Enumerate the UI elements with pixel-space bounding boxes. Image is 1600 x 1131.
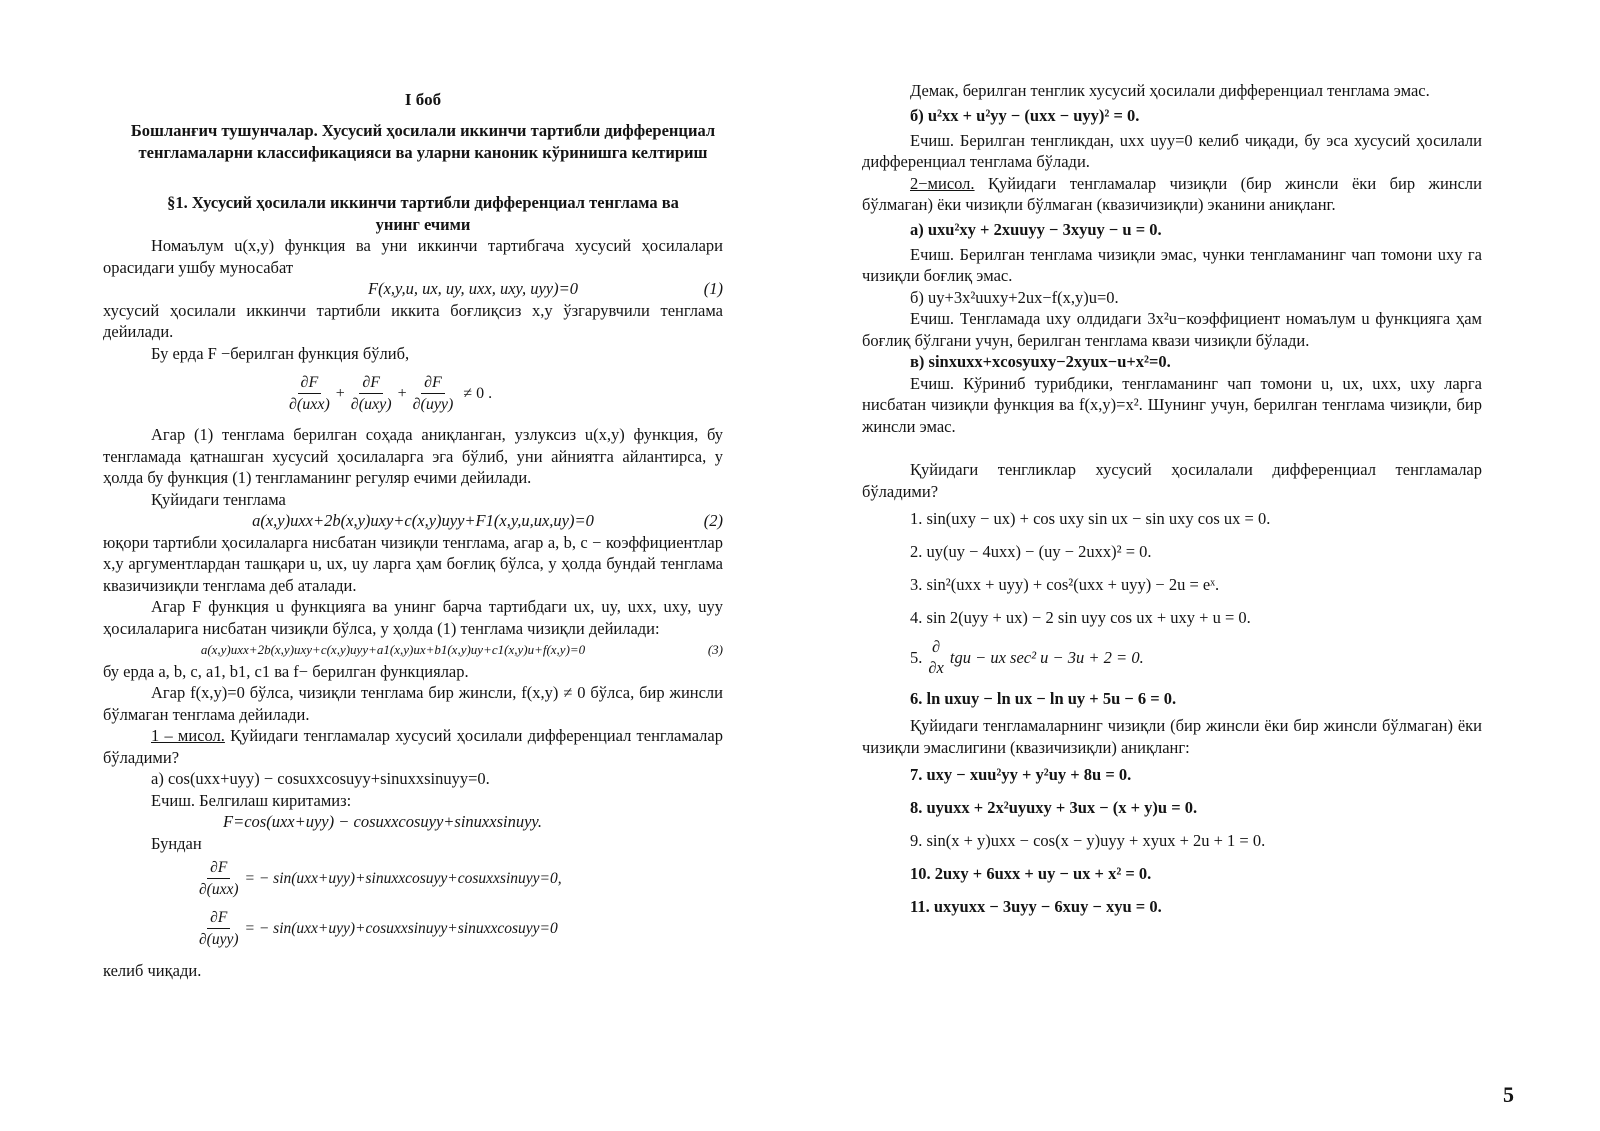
equation-number: (3) <box>707 642 723 657</box>
derivative-uyy: $\frac{\partial F}{\text{∂(uyy)}}$ = − sin(uxx+uyy)+cosuxxsinuyy+sinuxxcosuyy=0 <box>199 908 558 948</box>
section-title: §1. Хусусий ҳосилали иккинчи тартибли дифференциал тенглама ва унинг ечими <box>167 193 679 234</box>
chapter-heading: Бошланғич тушунчалар. Хусусий ҳосилали иккинчи тартибли дифференциал тенгламаларни классификацияси ва уларни каноник кўринишга келтириш <box>130 121 716 162</box>
example-label: 1 – мисол. <box>151 726 225 745</box>
equation-1: F(x,y,u, ux, uy, uxx, uxy, uyy)=0 (1) <box>368 279 723 298</box>
example-2b: б) uy+3x²uuxy+2ux−f(x,y)u=0. <box>910 287 1119 307</box>
question-2: Қуйидаги тенгламаларнинг чизиқли (бир жинсли ёки бир жинсли бўлмаган) ёки чизиқли эмаслигини (квазичизиқли) аниқланг: <box>862 716 1482 757</box>
list-item: 7. uxy − xuu²yy + y²uy + 8u = 0. <box>910 765 1132 784</box>
example-2: 2−мисол. Қуйидаги тенгламалар чизиқли (бир жинсли ёки бир жинсли бўлмаган) ёки чизиқли бўлмаган (квазичизиқли) эканини аниқланг. <box>862 173 1482 214</box>
left-body <box>103 235 723 982</box>
chapter-title: I боб <box>404 90 442 109</box>
paragraph: Ечиш. Кўриниб турибдики, тенгламанинг чап томони u, ux, uxx, uxy ларга нисбатан чизиқли функция ва f(x,y)=x². Шунинг учун, берилган тенглама чизиқли, бир жинсли эмас. <box>862 373 1482 436</box>
paragraph: Агар F функция u функцияга ва унинг барча тартибдаги ux, uy, uxx, uxy, uyy ҳосилаларига нисбатан чизиқли бўлса, у ҳолда (1) тенглама чизиқли дейилади: <box>103 597 723 638</box>
equation-list-1 <box>862 502 1482 715</box>
paragraph: Бундан <box>151 833 202 853</box>
example-1: 1 – мисол. Қуйидаги тенгламалар хусусий ҳосилали дифференциал тенгламалар бўладими? <box>103 726 723 767</box>
equation-3: a(x,y)uxx+2b(x,y)uxy+c(x,y)uyy+a1(x,y)ux+b1(x,y)uy+c1(x,y)u+f(x,y)=0 (3) <box>103 639 723 661</box>
page-number: 5 <box>1503 1082 1514 1107</box>
question-1: Қуйидаги тенгликлар хусусий ҳосилалали дифференциал тенгламалар бўладими? <box>862 460 1482 501</box>
list-item: 11. uxyuxx − 3uyy − 6xuy − xyu = 0. <box>910 897 1162 916</box>
list-item: 9. sin(x + y)uxx − cos(x − y)uyy + xyux + 2u + 1 = 0. <box>910 831 1266 850</box>
condition-formula: $\frac{\partial F}{\text{∂(uxx)}}$ + $\frac{\partial F}{\text{∂(uxy)}}$ + $\frac{\partial F}{\text{∂(uyy)}}$ ≠ 0 . <box>289 373 493 413</box>
paragraph: Демак, берилган тенглик хусусий ҳосилали дифференциал тенглама эмас. <box>910 81 1430 100</box>
equation-number: (2) <box>703 511 723 530</box>
paragraph: юқори тартибли ҳосилаларга нисбатан чизиқли тенглама, агар a, b, c − коэффициентлар x,y аргументлардан ташқари u, ux, uy ларга ҳам боғлиқ бўлса, у ҳолда бундай тенглама квазичизиқли тенглама деб аталади. <box>103 532 723 595</box>
list-item: 4. sin 2(uyy + ux) − 2 sin uyy cos ux + uxy + u = 0. <box>910 608 1251 627</box>
equation-number: (1) <box>703 279 723 298</box>
paragraph: Бу ерда F −берилган функция бўлиб, <box>151 343 410 363</box>
paragraph: Ечиш. Берилган тенгликдан, uxx uyy=0 келиб чиқади, бу эса хусусий ҳосилали дифференциал тенглама бўлади. <box>862 130 1482 171</box>
equation-list-2 <box>862 758 1482 923</box>
paragraph: Агар f(x,y)=0 бўлса, чизиқли тенглама бир жинсли, f(x,y) ≠ 0 бўлса, бир жинсли бўлмаган тенглама дейилади. <box>103 683 723 724</box>
paragraph: Номаълум u(x,y) функция ва уни иккинчи тартибгача хусусий ҳосилалари орасидаги ушбу муносабат <box>103 236 723 277</box>
list-item: 2. uy(uy − 4uxx) − (uy − 2uxx)² = 0. <box>910 542 1152 561</box>
paragraph: Ечиш. Берилган тенглама чизиқли эмас, чунки тенгламанинг чап томони uxy га чизиқли боғлиқ эмас. <box>862 244 1482 285</box>
right-body <box>862 80 1482 923</box>
list-item: 10. 2uxy + 6uxx + uy − ux + x² = 0. <box>910 864 1152 883</box>
equation-2: a(x,y)uxx+2b(x,y)uxy+c(x,y)uyy+F1(x,y,u,ux,uy)=0 (2) <box>252 511 723 530</box>
paragraph: келиб чиқади. <box>103 961 202 980</box>
list-item: 3. sin²(uxx + uyy) + cos²(uxx + uyy) − 2u = eˣ. <box>910 575 1220 594</box>
example-2c: в) sinxuxx+xcosyuxy−2xyux−u+x²=0. <box>910 352 1171 371</box>
paragraph: Ечиш. Тенгламада uxy олдидаги 3x²u−коэффициент номаълум u функцияга ҳам боғлиқ бўлгани учун, берилган тенглама квази чизиқли бўлади. <box>862 309 1482 350</box>
example-2a: а) uxu²xy + 2xuuyy − 3xyuy − u = 0. <box>910 219 1162 239</box>
list-item: 1. sin(uxy − ux) + cos uxy sin ux − sin uxy cos ux = 0. <box>910 509 1271 528</box>
list-item: 6. ln uxuy − ln ux − ln uy + 5u − 6 = 0. <box>910 689 1177 708</box>
paragraph: хусусий ҳосилали иккинчи тартибли иккита боғлиқсиз x,y ўзгарувчили тенглама дейилади. <box>103 300 723 341</box>
list-item: 5. ∂ ∂x tgu − ux sec² u − 3u + 2 = 0. <box>910 637 1144 677</box>
example-1a: а) cos(uxx+uyy) − cosuxxcosuyy+sinuxxsinuyy=0. <box>151 769 490 788</box>
example-label: 2−мисол. <box>910 173 975 193</box>
example-b: б) u²xx + u²yy − (uxx − uyy)² = 0. <box>910 105 1140 125</box>
equation-F: F=cos(uxx+uyy) − cosuxxcosuyy+sinuxxsinuyy. <box>223 812 542 831</box>
paragraph: Агар (1) тенглама берилган соҳада аниқланган, узлуксиз u(x,y) функция, бу тенгламада қатнашган хусусий ҳосилаларга эга бўлиб, уни айниятга айлантирса, у ҳолда бу функция (1) тенгламанинг регуляр ечими дейилади. <box>103 425 723 487</box>
paragraph: Қуйидаги тенглама <box>151 489 286 509</box>
derivative-uxx: $\frac{\partial F}{\text{∂(uxx)}}$ = − sin(uxx+uyy)+sinuxxcosuyy+cosuxxsinuyy=0, <box>199 858 562 898</box>
solution-text: Ечиш. Белгилаш киритамиз: <box>151 790 352 810</box>
list-item: 8. uyuxx + 2x²uyuxy + 3ux − (x + y)u = 0. <box>910 798 1198 817</box>
paragraph: бу ерда a, b, c, a1, b1, c1 ва f− берилган функциялар. <box>103 661 469 681</box>
